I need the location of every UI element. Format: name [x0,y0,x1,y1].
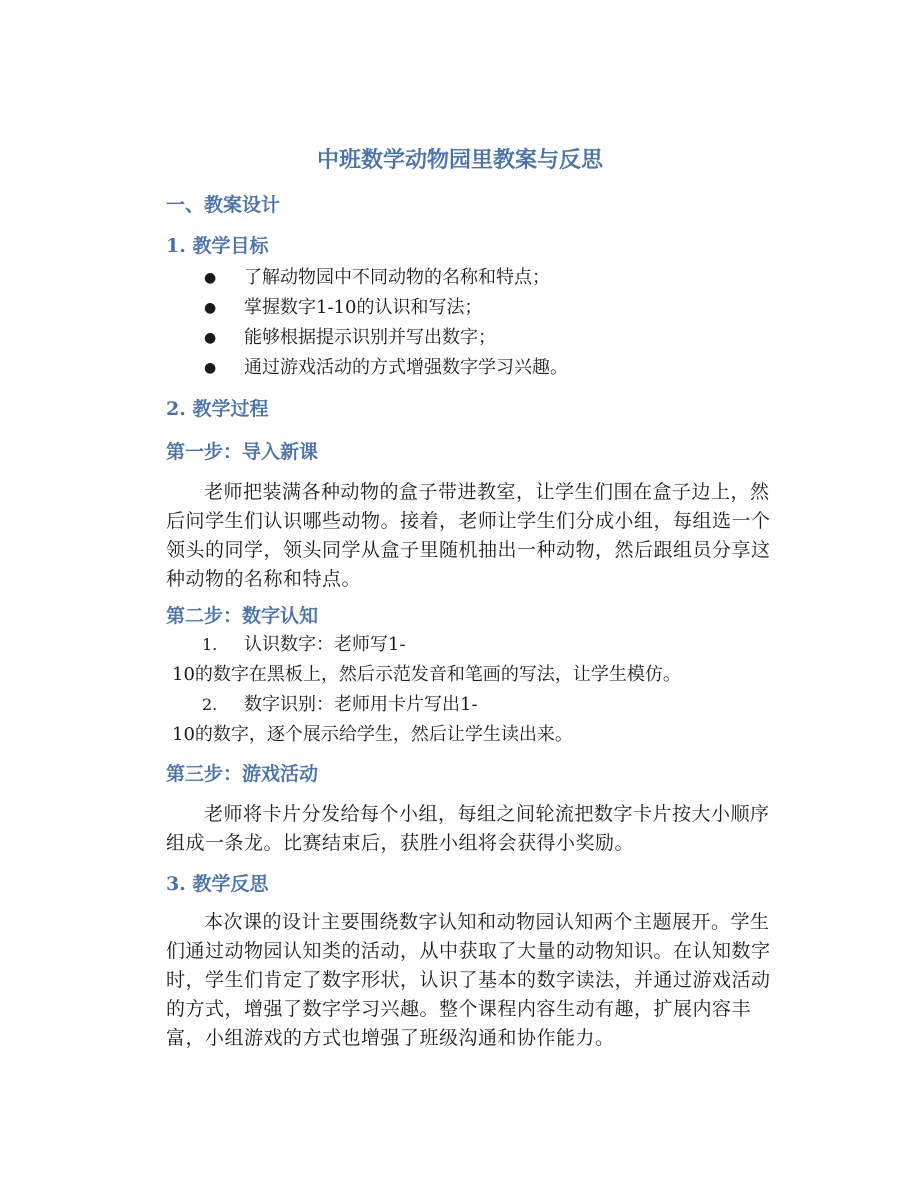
heading-step1: 第一步：导入新课 [166,441,319,463]
list-item [172,690,792,750]
list-item [200,323,568,353]
goal-text: 了解动物园中不同动物的名称和特点； [244,267,550,288]
goal-text: 通过游戏活动的方式增强数字学习兴趣。 [244,357,568,378]
list-item [200,353,568,383]
step3-paragraph: 老师将卡片分发给每个小组，每组之间轮流把数字卡片按大小顺序组成一条龙。比赛结束后，获胜小组将会获得小奖励。 [166,803,770,854]
bullet-icon: ● [204,330,217,346]
heading-teaching-goals: 1. 教学目标 [166,235,269,257]
item-text-line2: 10的数字，逐个展示给学生，然后让学生读出来。 [172,724,573,745]
item-text-line1: 数字识别：老师用卡片写出1- [244,694,478,715]
step1-paragraph: 老师把装满各种动物的盒子带进教室，让学生们围在盒子边上，然后问学生们认识哪些动物。接着，老师让学生们分成小组，每组选一个领头的同学，领头同学从盒子里随机抽出一种动物，然后跟组员分享这种动物的名称和特点。 [166,481,771,590]
bullet-icon: ● [204,360,217,376]
list-item [200,293,568,323]
goal-text: 能够根据提示识别并写出数字； [244,327,496,348]
heading-teaching-process: 2. 教学过程 [166,398,269,420]
list-item [172,630,792,690]
heading-teaching-reflection: 3. 教学反思 [166,873,269,895]
item-number: 1. [202,635,218,654]
section-heading-lesson-design: 一、教案设计 [166,194,281,216]
item-number: 2. [202,695,218,714]
heading-step2: 第二步：数字认知 [166,605,319,627]
step2-list [172,630,792,750]
bullet-icon: ● [204,300,217,316]
item-text-line1: 认识数字：老师写1- [244,634,406,655]
goals-list [200,263,568,383]
goal-text: 掌握数字1-10的认识和写法； [244,297,483,318]
item-text-line2: 10的数字在黑板上，然后示范发音和笔画的写法，让学生模仿。 [172,664,681,685]
heading-step3: 第三步：游戏活动 [166,763,319,785]
list-item [200,263,568,293]
reflection-paragraph: 本次课的设计主要围绕数字认知和动物园认知两个主题展开。学生们通过动物园认知类的活动，从中获取了大量的动物知识。在认知数字时，学生们肯定了数字形状，认识了基本的数字读法，并通过游戏活动的方式，增强了数字学习兴趣。整个课程内容生动有趣，扩展内容丰富，小组游戏的方式也增强了班级沟通和协作能力。 [166,911,771,1049]
bullet-icon: ● [204,270,217,286]
document-title: 中班数学动物园里教案与反思 [316,147,603,173]
